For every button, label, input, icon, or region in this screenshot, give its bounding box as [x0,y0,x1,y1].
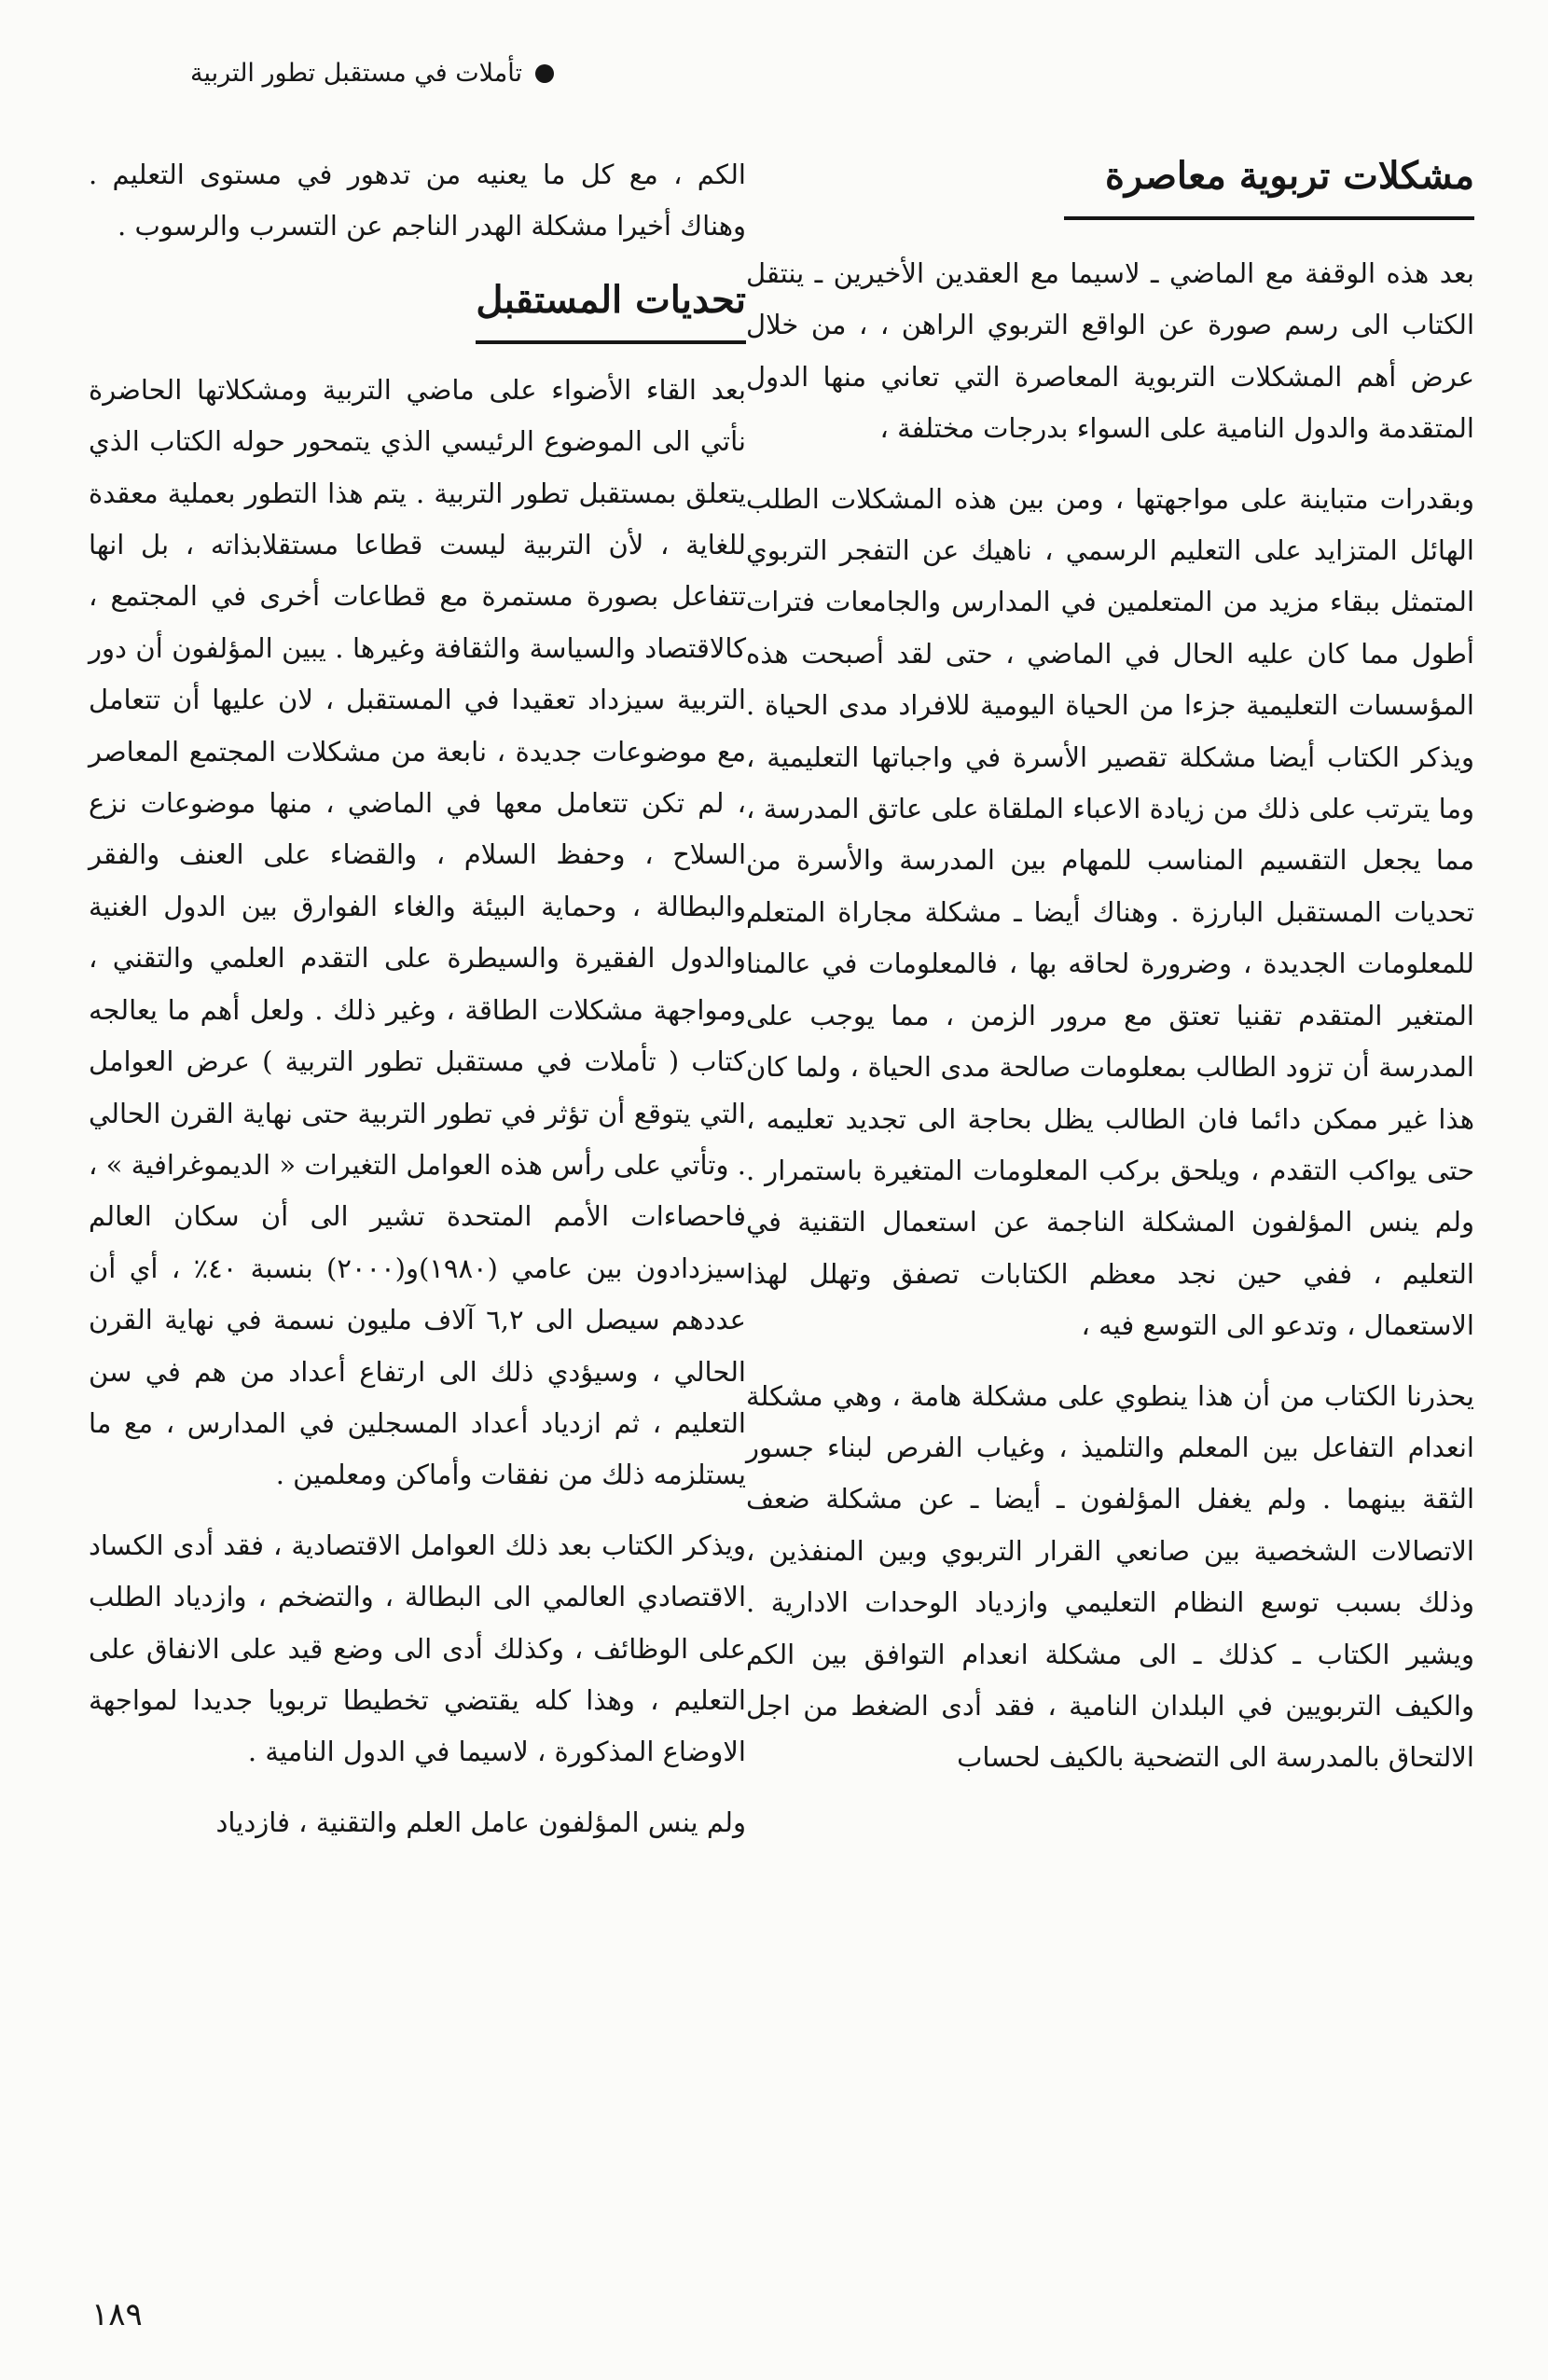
paragraph: الكم ، مع كل ما يعنيه من تدهور في مستوى التعليم . وهناك أخيرا مشكلة الهدر الناجم عن التسرب والرسوب . [89,159,746,242]
running-header [32,58,554,90]
running-title: تأملات في مستقبل تطور التربية [190,59,522,88]
paragraph: ويذكر الكتاب بعد ذلك العوامل الاقتصادية ، فقد أدى الكساد الاقتصادي العالمي الى البطالة ، والتضخم ، وازدياد الطلب على الوظائف ، وكذلك أدى الى وضع قيد على الانفاق على التعليم ، وهذا كله يقتضي تخطيطا تربويا جديدا لمواجهة الاوضاع المذكورة ، لاسيما في الدول النامية . [89,1529,746,1768]
right-column [746,149,1474,1784]
left-column [89,149,746,1848]
section-heading-future-challenges: تحديات المستقبل [476,273,746,344]
paragraph: ولم ينس المؤلفون عامل العلم والتقنية ، فازدياد [215,1806,746,1838]
paragraph: بعد القاء الأضواء على ماضي التربية ومشكلاتها الحاضرة نأتي الى الموضوع الرئيسي الذي يتمحور حوله الكتاب الذي يتعلق بمستقبل تطور التربية . يتم هذا التطور بعملية معقدة للغاية ، لأن التربية ليست قطاعا مستقلابذاته ، بل انها تتفاعل بصورة مستمرة مع قطاعات أخرى في المجتمع ، كالاقتصاد والسياسة والثقافة وغيرها . يبين المؤلفون أن دور التربية سيزداد تعقيدا في المستقبل ، لان عليها أن تتعامل مع موضوعات جديدة ، نابعة من مشكلات المجتمع المعاصر ، لم تكن تتعامل معها في الماضي ، منها موضوعات نزع السلاح ، وحفظ السلام ، والقضاء على العنف والفقر والبطالة ، وحماية البيئة والغاء الفوارق بين الدول الغنية والدول الفقيرة والسيطرة على التقدم العلمي والتقني ، ومواجهة مشكلات الطاقة ، وغير ذلك . ولعل أهم ما يعالجه كتاب ( تأملات في مستقبل تطور التربية ) عرض العوامل التي يتوقع أن تؤثر في تطور التربية حتى نهاية القرن الحالي . وتأتي على رأس هذه العوامل التغيرات « الديموغرافية » ، فاحصاءات الأمم المتحدة تشير الى أن سكان العالم سيزدادون بين عامي (١٩٨٠)و(٢٠٠٠) بنسبة ٤٠٪ ، أي أن عددهم سيصل الى ٦,٢ آلاف مليون نسمة في نهاية القرن الحالي ، وسيؤدي ذلك الى ارتفاع أعداد من هم في سن التعليم ، ثم ازدياد أعداد المسجلين في المدارس ، مع ما يستلزمه ذلك من نفقات وأماكن ومعلمين . [89,373,746,1491]
bullet-icon [535,64,554,83]
page-number: ١٨٩ [91,2296,143,2333]
paragraph: يحذرنا الكتاب من أن هذا ينطوي على مشكلة هامة ، وهي مشكلة انعدام التفاعل بين المعلم والتلميذ ، وغياب الفرص لبناء جسور الثقة بينهما . ولم يغفل المؤلفون ـ أيضا ـ عن مشكلة ضعف الاتصالات الشخصية بين صانعي القرار التربوي وبين المنفذين ، وذلك بسبب توسع النظام التعليمي وازدياد الوحدات الادارية . ويشير الكتاب ـ كذلك ـ الى مشكلة انعدام التوافق بين الكم والكيف التربويين في البلدان النامية ، فقد أدى الضغط من اجل الالتحاق بالمدرسة الى التضحية بالكيف لحساب [746,1379,1474,1774]
section-heading-contemporary-problems: مشكلات تربوية معاصرة [1064,149,1474,220]
paragraph: بعد هذه الوقفة مع الماضي ـ لاسيما مع العقدين الأخيرين ـ ينتقل الكتاب الى رسم صورة عن الواقع التربوي الراهن ، ، من خلال عرض أهم المشكلات التربوية المعاصرة التي تعاني منها الدول المتقدمة والدول النامية على السواء بدرجات مختلفة ، [746,257,1474,445]
paragraph: وبقدرات متباينة على مواجهتها ، ومن بين هذه المشكلات الطلب الهائل المتزايد على التعليم الرسمي ، ناهيك عن التفجر التربوي المتمثل ببقاء مزيد من المتعلمين في المدارس والجامعات فترات أطول مما كان عليه الحال في الماضي ، حتى لقد أصبحت هذه المؤسسات التعليمية جزءا من الحياة اليومية للافراد مدى الحياة . ويذكر الكتاب أيضا مشكلة تقصير الأسرة في واجباتها التعليمية ، وما يترتب على ذلك من زيادة الاعباء الملقاة على عاتق المدرسة ، مما يجعل التقسيم المناسب للمهام بين المدرسة والأسرة من تحديات المستقبل البارزة . وهناك أيضا ـ مشكلة مجاراة المتعلم للمعلومات الجديدة ، وضرورة لحاقه بها ، فالمعلومات في عالمنا المتغير المتقدم تقنيا تعتق مع مرور الزمن ، مما يوجب على المدرسة أن تزود الطالب بمعلومات صالحة مدى الحياة ، ولما كان هذا غير ممكن دائما فان الطالب يظل بحاجة الى تجديد تعليمه ، حتى يواكب التقدم ، ويلحق بركب المعلومات المتغيرة باستمرار . ولم ينس المؤلفون المشكلة الناجمة عن استعمال التقنية في التعليم ، ففي حين نجد معظم الكتابات تصفق وتهلل لهذا الاستعمال ، وتدعو الى التوسع فيه ، [746,482,1474,1342]
